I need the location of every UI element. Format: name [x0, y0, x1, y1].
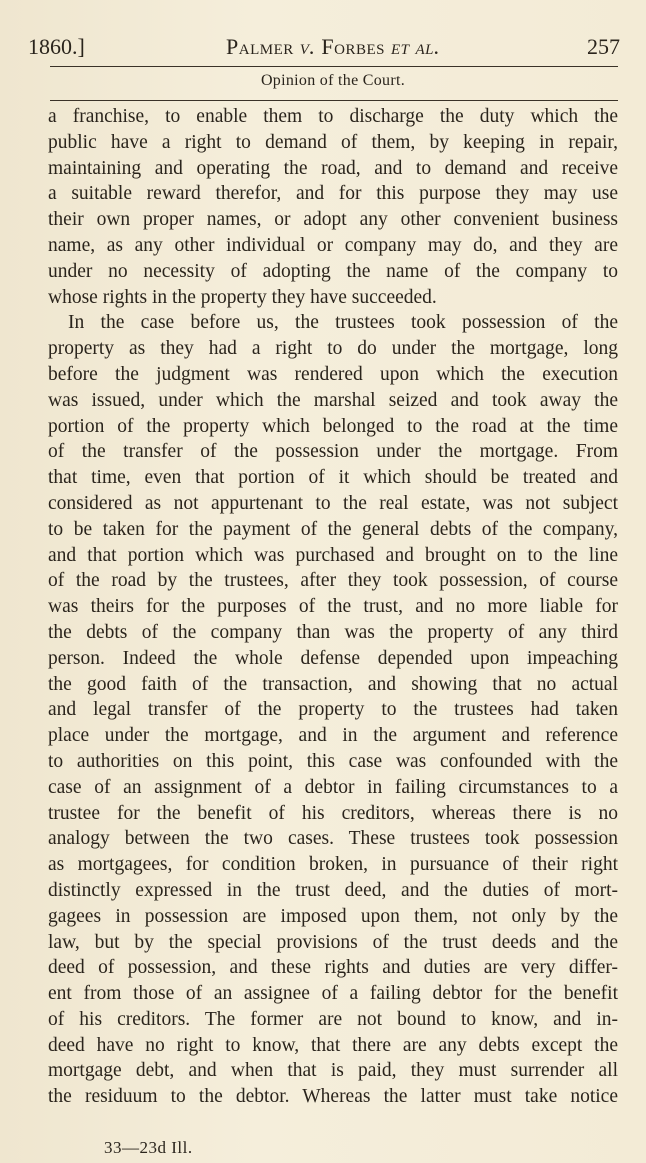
text-line: of the road by the trustees, after they took possession, of course [48, 570, 618, 592]
running-head [28, 34, 620, 62]
text-line: place under the mortgage, and in the argument and reference [48, 725, 618, 747]
page-number: 257 [587, 34, 620, 59]
text-line: their own proper names, or adopt any other convenient business [48, 209, 618, 231]
text-line: considered as not appurtenant to the real estate, was not subject [48, 492, 618, 514]
text-line: deed of possession, and these rights and duties are very differ- [48, 957, 618, 979]
header-rule-bottom [50, 100, 618, 101]
text-line: and that portion which was purchased and brought on to the line [48, 544, 618, 566]
text-line: maintaining and operating the road, and to demand and receive [48, 157, 618, 179]
text-line: trustee for the benefit of his creditors, whereas there is no [48, 802, 618, 824]
text-line: the good faith of the transaction, and showing that no actual [48, 673, 618, 695]
text-line: a franchise, to enable them to discharge the duty which the [48, 106, 618, 127]
case-et-al: et al. [391, 34, 441, 59]
case-party-1: Palmer [226, 34, 294, 59]
text-line: to authorities on this point, this case was confounded with the [48, 750, 618, 772]
text-line: analogy between the two cases. These trustees took possession [48, 828, 618, 850]
text-line: and legal transfer of the property to the trustees had taken [48, 699, 618, 721]
text-line: deed have no right to know, that there are any debts except the [48, 1034, 618, 1056]
text-line: person. Indeed the whole defense depended upon impeaching [48, 647, 618, 669]
text-line: as mortgagees, for condition broken, in pursuance of their right [48, 854, 618, 876]
header-rule-top [50, 66, 618, 67]
text-line: distinctly expressed in the trust deed, and the duties of mort- [48, 879, 618, 901]
opinion-text [48, 104, 618, 1110]
text-line: ent from those of an assignee of a failing debtor for the benefit [48, 983, 618, 1005]
text-line: a suitable reward therefor, and for this purpose they may use [48, 183, 618, 205]
text-line: property as they had a right to do under the mortgage, long [48, 338, 618, 360]
text-line: whose rights in the property they have succeeded. [48, 286, 437, 308]
text-line: case of an assignment of a debtor in failing circumstances to a [48, 776, 618, 798]
text-line: was issued, under which the marshal seized and took away the [48, 389, 618, 411]
text-line: that time, even that portion of it which should be treated and [48, 467, 618, 489]
case-versus: v. [299, 34, 316, 59]
text-line: name, as any other individual or company may do, and they are [48, 234, 618, 256]
case-party-2: Forbes [321, 34, 386, 59]
text-line: mortgage debt, and when that is paid, they must surrender all [48, 1060, 618, 1082]
text-line: gagees in possession are imposed upon them, not only by the [48, 905, 618, 927]
text-line: under no necessity of adopting the name of the company to [48, 260, 618, 282]
text-line: of his creditors. The former are not bound to know, and in- [48, 1008, 618, 1030]
text-line: public have a right to demand of them, by keeping in repair, [48, 131, 618, 153]
text-line: to be taken for the payment of the general debts of the company, [48, 518, 618, 540]
text-line: law, but by the special provisions of the trust deeds and the [48, 931, 618, 953]
text-line: In the case before us, the trustees took possession of the [68, 312, 618, 334]
running-head-year: 1860.] [28, 34, 85, 59]
text-line: the debts of the company than was the property of any third [48, 621, 618, 643]
signature-mark: 33—23d Ill. [104, 1138, 193, 1157]
text-line: was theirs for the purposes of the trust, and no more liable for [48, 596, 618, 618]
text-line: before the judgment was rendered upon which the execution [48, 363, 618, 385]
text-line: portion of the property which belonged to the road at the time [48, 415, 618, 437]
section-subhead: Opinion of the Court. [260, 72, 406, 89]
text-line: of the transfer of the possession under the mortgage. From [48, 441, 618, 463]
text-line: the residuum to the debtor. Whereas the latter must take notice [48, 1086, 618, 1108]
running-head-case-title [226, 34, 440, 60]
